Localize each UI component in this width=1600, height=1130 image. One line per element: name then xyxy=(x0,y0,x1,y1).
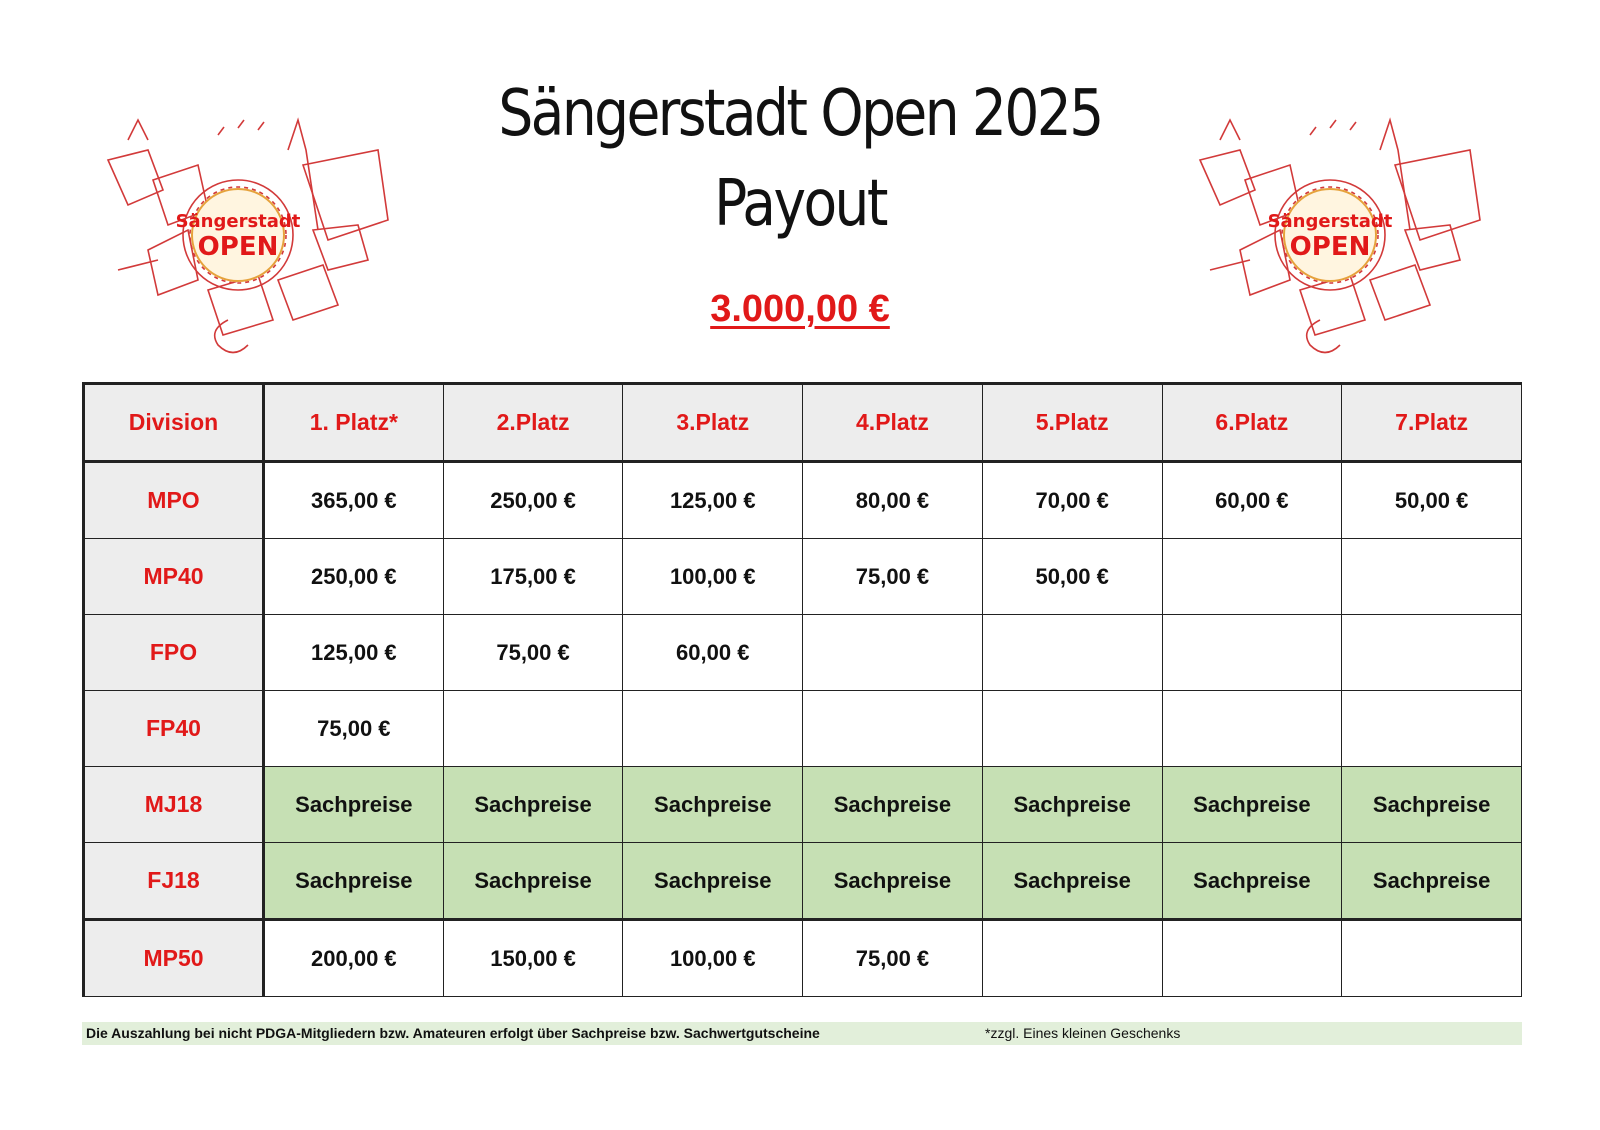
saengerstadt-logo-left xyxy=(88,110,408,360)
division-cell: FP40 xyxy=(84,691,264,767)
column-header: 6.Platz xyxy=(1162,384,1342,462)
division-cell: MPO xyxy=(84,462,264,539)
logo-text-line1: Sängerstadt xyxy=(175,211,301,232)
city-sketch-icon xyxy=(88,110,408,360)
division-cell: MP40 xyxy=(84,539,264,615)
payout-cell: 75,00 € xyxy=(443,615,623,691)
payout-cell: Sachpreise xyxy=(803,843,983,920)
city-sketch-icon xyxy=(1180,110,1500,360)
column-header: 2.Platz xyxy=(443,384,623,462)
payout-cell: Sachpreise xyxy=(623,767,803,843)
division-cell: FJ18 xyxy=(84,843,264,920)
payout-cell xyxy=(1162,920,1342,997)
payout-cell: 60,00 € xyxy=(623,615,803,691)
payout-cell xyxy=(443,691,623,767)
payout-cell: 100,00 € xyxy=(623,539,803,615)
column-header: 4.Platz xyxy=(803,384,983,462)
table-row xyxy=(84,615,1522,691)
payout-cell: Sachpreise xyxy=(1162,843,1342,920)
payout-cell xyxy=(1342,615,1522,691)
payout-note: Die Auszahlung bei nicht PDGA-Mitgliedern bzw. Amateuren erfolgt über Sachpreise bzw. Sachwertgutscheine xyxy=(86,1025,820,1041)
payout-cell xyxy=(623,691,803,767)
payout-cell: 75,00 € xyxy=(803,920,983,997)
logo-text-line1: Sängerstadt xyxy=(1267,211,1393,232)
payout-cell xyxy=(803,615,983,691)
payout-cell xyxy=(1162,691,1342,767)
payout-cell: Sachpreise xyxy=(443,843,623,920)
page-subtitle: Payout xyxy=(714,167,886,241)
payout-cell xyxy=(982,691,1162,767)
payout-cell: Sachpreise xyxy=(1342,843,1522,920)
payout-cell: 75,00 € xyxy=(264,691,444,767)
column-header: 1. Platz* xyxy=(264,384,444,462)
payout-cell: 175,00 € xyxy=(443,539,623,615)
payout-cell: 75,00 € xyxy=(803,539,983,615)
payout-cell: 125,00 € xyxy=(264,615,444,691)
table-row xyxy=(84,539,1522,615)
column-header: 3.Platz xyxy=(623,384,803,462)
logo-text-line2: OPEN xyxy=(197,232,279,262)
payout-cell: 250,00 € xyxy=(264,539,444,615)
payout-cell: Sachpreise xyxy=(264,843,444,920)
payout-cell xyxy=(803,691,983,767)
payout-cell: 200,00 € xyxy=(264,920,444,997)
payout-cell: Sachpreise xyxy=(1342,767,1522,843)
payout-cell: 125,00 € xyxy=(623,462,803,539)
table-header-row xyxy=(84,384,1522,462)
saengerstadt-logo-right xyxy=(1180,110,1500,360)
payout-cell xyxy=(1162,615,1342,691)
division-cell: MP50 xyxy=(84,920,264,997)
payout-cell xyxy=(1342,920,1522,997)
payout-cell: 80,00 € xyxy=(803,462,983,539)
payout-cell: Sachpreise xyxy=(803,767,983,843)
payout-cell xyxy=(1342,691,1522,767)
total-prize-pool: 3.000,00 € xyxy=(710,288,890,330)
payout-cell: 365,00 € xyxy=(264,462,444,539)
payout-cell xyxy=(1162,539,1342,615)
payout-cell: Sachpreise xyxy=(982,843,1162,920)
payout-cell: 60,00 € xyxy=(1162,462,1342,539)
table-row xyxy=(84,462,1522,539)
payout-cell xyxy=(982,920,1162,997)
column-header: 7.Platz xyxy=(1342,384,1522,462)
table-row xyxy=(84,920,1522,997)
logo-text-line2: OPEN xyxy=(1289,232,1371,262)
payout-table xyxy=(82,382,1522,997)
payout-cell: Sachpreise xyxy=(982,767,1162,843)
footer-notes xyxy=(82,1022,1522,1045)
payout-cell: Sachpreise xyxy=(623,843,803,920)
payout-cell: 100,00 € xyxy=(623,920,803,997)
payout-cell: 70,00 € xyxy=(982,462,1162,539)
payout-cell xyxy=(1342,539,1522,615)
payout-cell: 50,00 € xyxy=(1342,462,1522,539)
payout-cell: 150,00 € xyxy=(443,920,623,997)
table-row xyxy=(84,691,1522,767)
payout-cell: Sachpreise xyxy=(443,767,623,843)
payout-cell: Sachpreise xyxy=(264,767,444,843)
division-cell: MJ18 xyxy=(84,767,264,843)
table-row xyxy=(84,843,1522,920)
table-row xyxy=(84,767,1522,843)
footnote-gift: *zzgl. Eines kleinen Geschenks xyxy=(985,1025,1181,1041)
page-title: Sängerstadt Open 2025 xyxy=(498,77,1102,151)
payout-cell: Sachpreise xyxy=(1162,767,1342,843)
payout-cell: 250,00 € xyxy=(443,462,623,539)
payout-cell xyxy=(982,615,1162,691)
column-header: 5.Platz xyxy=(982,384,1162,462)
column-header: Division xyxy=(84,384,264,462)
payout-cell: 50,00 € xyxy=(982,539,1162,615)
division-cell: FPO xyxy=(84,615,264,691)
